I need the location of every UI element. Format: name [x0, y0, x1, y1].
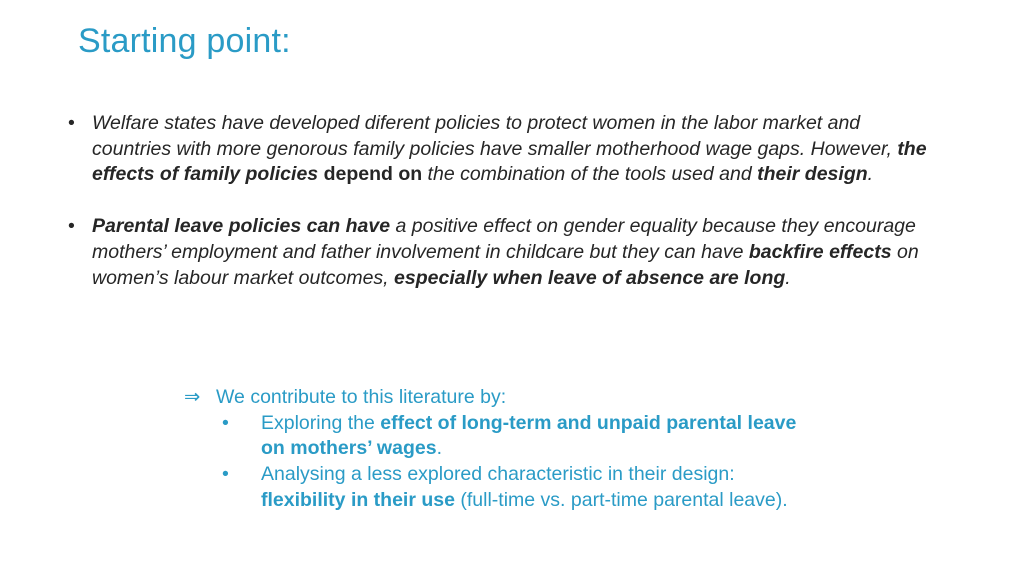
text-run: Welfare states have developed diferent policies to protect women in the labor market and countries with more genorous family policies have smaller motherhood wage gaps. However,	[92, 112, 898, 160]
contribution-lead-text: We contribute to this literature by:	[216, 386, 507, 408]
contribution-block	[184, 385, 844, 514]
contribution-lead	[184, 385, 844, 411]
slide-title: Starting point:	[78, 22, 291, 60]
text-run: the combination of the tools used and	[422, 163, 758, 186]
emphasis-text: their design	[757, 163, 868, 186]
bullet-marker: •	[222, 463, 229, 486]
contribution-wages-text	[261, 412, 796, 460]
text-run: Analysing a less explored characteristic in their design:	[261, 463, 735, 486]
contribution-flexibility-text	[261, 463, 788, 511]
bullet-parental-text	[92, 215, 919, 288]
bullet-welfare-states	[62, 111, 942, 188]
contribution-item-wages	[184, 411, 821, 462]
emphasis-text: Parental leave policies can have	[92, 215, 391, 238]
bullet-marker: •	[68, 112, 75, 134]
text-run: .	[436, 437, 442, 460]
text-run: on women’s labour market outcomes,	[92, 240, 919, 289]
emphasis-text: the effects of family policies	[92, 137, 927, 186]
text-run: a positive effect on gender equality because they encourage mothers’ employment and father involvement in childcare but they can have	[92, 215, 916, 263]
emphasis-text: depend on	[323, 163, 423, 186]
text-run: .	[867, 163, 874, 186]
text-run: Exploring the	[261, 411, 381, 434]
main-bullet-list	[62, 111, 942, 291]
contribution-list	[184, 411, 844, 514]
emphasis-text: backfire effects	[748, 240, 892, 263]
emphasis-text: effect of long-term and unpaid parental leave on mothers’ wages	[261, 411, 797, 460]
bullet-welfare-text	[92, 112, 927, 185]
implies-arrow-icon: ⇒	[184, 386, 201, 408]
bullet-marker: •	[68, 215, 75, 238]
bullet-marker: •	[222, 411, 229, 434]
emphasis-text: especially when leave of absence are long	[394, 266, 786, 289]
text-run: (full-time vs. part-time parental leave).	[454, 488, 788, 511]
text-run: .	[785, 266, 791, 289]
emphasis-text: flexibility in their use	[261, 488, 455, 511]
bullet-parental-leave	[62, 214, 942, 291]
contribution-item-flexibility	[184, 462, 821, 513]
